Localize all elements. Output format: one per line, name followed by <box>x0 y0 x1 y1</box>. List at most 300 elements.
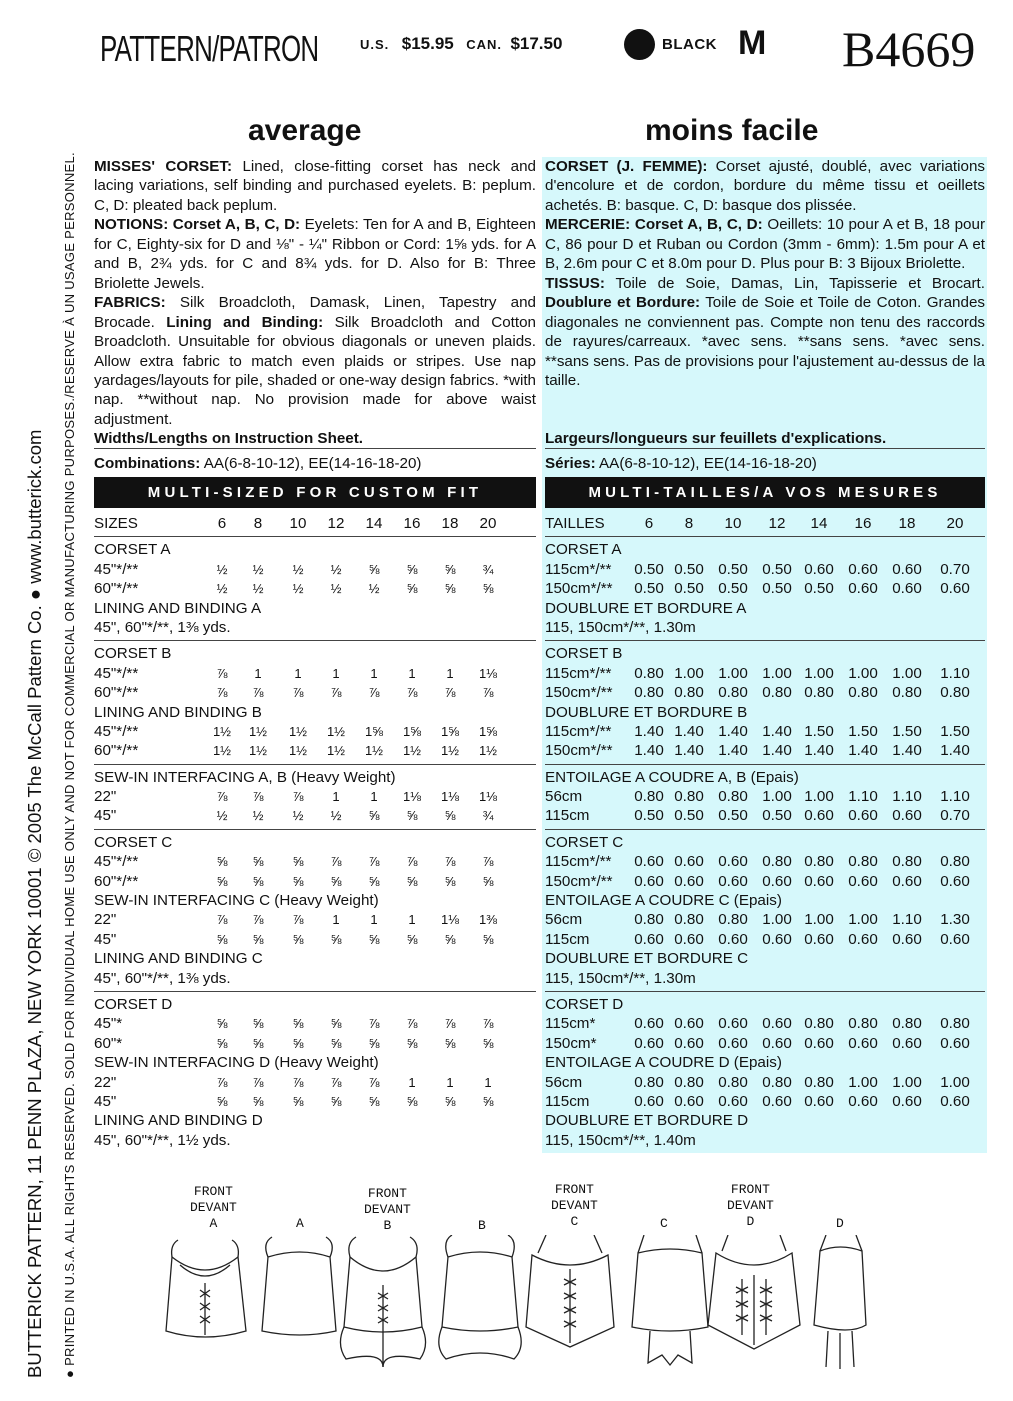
yardage-cell: 0.80 <box>634 664 664 682</box>
table-rule <box>94 640 536 641</box>
yardage-cell: ½ <box>216 561 228 577</box>
row-label: 45" <box>94 930 117 948</box>
yardage-cell: 1½ <box>402 743 422 759</box>
yardage-cell: 1 <box>254 665 262 681</box>
multi-size-banner-en: MULTI-SIZED FOR CUSTOM FIT <box>94 477 536 508</box>
yardage-cell: ⅞ <box>216 1074 228 1090</box>
yardage-cell: 1⅛ <box>402 789 422 805</box>
yardage-cell: ⅝ <box>292 873 304 889</box>
row-label: 115cm <box>545 807 590 825</box>
row-label: CORSET A <box>545 541 622 559</box>
fabrics-title: TISSUS: <box>545 274 605 292</box>
notions-title: MERCERIE: Corset A, B, C, D: <box>545 216 763 234</box>
yardage-cell: ⅞ <box>444 1016 456 1032</box>
yardage-cell: ⅞ <box>406 1016 418 1032</box>
table-row <box>94 664 536 683</box>
brand-label: PATTERN/PATRON <box>100 28 319 69</box>
yardage-cell: 1.00 <box>848 664 878 682</box>
row-label: 60"* <box>94 1034 123 1052</box>
yardage-cell: ⅝ <box>330 1035 342 1051</box>
yardage-cell: 1.40 <box>762 742 792 760</box>
yardage-cell: 1 <box>446 1074 454 1090</box>
yardage-cell: ⅝ <box>444 931 456 947</box>
yardage-cell: 1.40 <box>634 722 664 740</box>
yardage-cell: 1.50 <box>940 722 970 740</box>
yardage-cell: 0.80 <box>762 684 792 702</box>
yardage-cell: 0.50 <box>804 580 834 598</box>
yardage-cell: ⅝ <box>292 1016 304 1032</box>
yardage-cell: 1½ <box>248 743 268 759</box>
yardage-cell: ⅝ <box>368 931 380 947</box>
yardage-cell: 1½ <box>248 723 268 739</box>
yardage-cell: ⅝ <box>406 1035 418 1051</box>
table-row <box>545 1131 985 1150</box>
yardage-cell: 0.80 <box>804 684 834 702</box>
yardage-cell: 0.50 <box>634 560 664 578</box>
color-dot-icon <box>624 29 655 60</box>
yardage-cell: 0.80 <box>804 853 834 871</box>
yardage-cell: 0.60 <box>674 872 704 890</box>
yardage-cell: 1.40 <box>848 742 878 760</box>
yardage-cell: ⅞ <box>216 789 228 805</box>
row-label: 115cm* <box>545 1015 596 1033</box>
yardage-cell: 0.80 <box>848 684 878 702</box>
view-d-label: FRONT DEVANT D <box>727 1182 774 1229</box>
row-label: 115cm*/** <box>545 722 612 740</box>
row-label: 150cm* <box>545 1034 597 1052</box>
pattern-number: B4669 <box>842 21 976 77</box>
yardage-cell: 0.80 <box>804 1015 834 1033</box>
table-row <box>94 806 536 825</box>
yardage-cell: ⅞ <box>482 1016 494 1032</box>
comb-text: AA(6-8-10-12), EE(14-16-18-20) <box>595 455 817 472</box>
yardage-cell: 0.80 <box>718 684 748 702</box>
yardage-cell: 0.60 <box>634 1015 664 1033</box>
yardage-cell: ⅞ <box>482 685 494 701</box>
yardage-cell: ⅞ <box>444 685 456 701</box>
table-row <box>545 599 985 618</box>
table-header-row <box>94 514 536 533</box>
yardage-cell: 1⅜ <box>478 912 498 928</box>
widths-note-fr <box>545 430 886 447</box>
yardage-cell: ⅝ <box>368 808 380 824</box>
row-label: 115cm <box>545 930 590 948</box>
yardage-cell: 1.40 <box>634 742 664 760</box>
yardage-cell: ⅞ <box>292 912 304 928</box>
yardage-cell: 1.00 <box>804 911 834 929</box>
table-row <box>94 540 536 559</box>
row-label: CORSET C <box>94 833 173 851</box>
row-label: 150cm*/** <box>545 684 613 702</box>
corset-c-front-drawing <box>526 1235 614 1347</box>
yardage-cell: 0.60 <box>848 930 878 948</box>
yardage-cell: ⅞ <box>330 685 342 701</box>
yardage-cell: ⅞ <box>444 854 456 870</box>
row-label: 60"*/** <box>94 580 139 598</box>
table-row <box>94 1111 536 1130</box>
yardage-cell: 1.00 <box>762 788 792 806</box>
fabrics-text: Toile de Soie, Damas, Lin, Tapisserie et Brocart. <box>604 274 985 292</box>
yardage-cell: ⅝ <box>482 1093 494 1109</box>
table-header-row <box>545 514 985 533</box>
yardage-cell: 0.60 <box>848 560 878 578</box>
yardage-cell: 1 <box>370 665 378 681</box>
rights-line: ● PRINTED IN U.S.A. ALL RIGHTS RESERVED. SOLD FOR INDIVIDUAL HOME USE ONLY AND NOT FOR COMMERCIAL OR MANUFACTURING PURPOSES./RESERVE À UN USAGE PERSONNEL. <box>62 152 77 1378</box>
view-d-back-label: D <box>836 1216 844 1231</box>
yardage-cell: ⅝ <box>216 1035 228 1051</box>
yardage-cell: 0.60 <box>804 930 834 948</box>
table-row <box>545 1014 985 1033</box>
row-label: 115cm*/** <box>545 664 612 682</box>
table-rule <box>545 640 985 641</box>
table-row <box>94 1034 536 1053</box>
yardage-cell: 1.00 <box>848 1073 878 1091</box>
yardage-cell: ⅞ <box>406 685 418 701</box>
row-label: 45", 60"*/**, 1⅜ yds. <box>94 618 231 636</box>
yardage-cell: 0.60 <box>804 560 834 578</box>
yardage-cell: ⅞ <box>252 789 264 805</box>
yardage-cell: 0.60 <box>634 930 664 948</box>
corset-c-back-drawing <box>632 1235 708 1365</box>
yardage-cell: 0.80 <box>762 1073 792 1091</box>
row-label: 22" <box>94 788 117 806</box>
row-label: DOUBLURE ET BORDURE A <box>545 599 747 617</box>
yardage-cell: 1 <box>408 1074 416 1090</box>
yardage-cell: ⅝ <box>368 1093 380 1109</box>
table-row <box>545 618 985 637</box>
yardage-cell: 0.80 <box>634 911 664 929</box>
yardage-cell: ⅝ <box>482 581 494 597</box>
row-label: SIZES <box>94 515 138 532</box>
row-label: SEW-IN INTERFACING D (Heavy Weight) <box>94 1054 379 1072</box>
yardage-cell: 1½ <box>212 743 232 759</box>
widths-note: Widths/Lengths on Instruction Sheet. <box>94 430 364 448</box>
table-row <box>545 1034 985 1053</box>
us-label: U.S. <box>360 37 390 52</box>
row-label: 115, 150cm*/**, 1.30m <box>545 618 696 636</box>
table-row <box>94 995 536 1014</box>
yardage-cell: ⅝ <box>406 1093 418 1109</box>
table-row <box>545 969 985 988</box>
yardage-cell: 0.50 <box>674 580 704 598</box>
yardage-cell: 0.80 <box>848 1015 878 1033</box>
yardage-cell: ⅝ <box>252 1016 264 1032</box>
yardage-cell: ⅝ <box>444 1035 456 1051</box>
yardage-cell: 0.60 <box>804 1034 834 1052</box>
yardage-cell: ½ <box>216 581 228 597</box>
yardage-cell: 0.80 <box>848 853 878 871</box>
yardage-cell: ⅝ <box>444 561 456 577</box>
yardage-cell: ⅞ <box>330 1074 342 1090</box>
difficulty-en: average <box>248 114 362 147</box>
yardage-cell: ⅝ <box>216 1093 228 1109</box>
corset-illustrations <box>150 1235 870 1375</box>
yardage-cell: ⅝ <box>368 1035 380 1051</box>
row-label: 22" <box>94 1073 117 1091</box>
yardage-cell: ⅞ <box>368 854 380 870</box>
yardage-cell: ½ <box>216 808 228 824</box>
notions-text: Oeillets: 10 pour A et B, 18 pour C, 86 pour D et Ruban ou Cordon (3mm - 6mm): 1.5m pour A et B, 2.6m pour C et 8.0m pour D. Plus pour B: 3 Bijoux Briolette. <box>545 216 986 273</box>
yardage-cell: 1.10 <box>848 788 878 806</box>
yardage-cell: 0.60 <box>892 872 922 890</box>
corset-b-back-drawing <box>439 1235 521 1359</box>
yardage-cell: 0.80 <box>892 684 922 702</box>
yardage-cell: 0.60 <box>674 1034 704 1052</box>
yardage-cell: ⅞ <box>216 685 228 701</box>
yardage-cell: 0.60 <box>674 1015 704 1033</box>
yardage-cell: 0.60 <box>634 853 664 871</box>
yardage-cell: 1⅝ <box>364 723 384 739</box>
table-row <box>94 599 536 618</box>
yardage-cell: 1 <box>370 789 378 805</box>
size-header: 16 <box>854 515 872 532</box>
yardage-cell: 0.80 <box>892 853 922 871</box>
table-row <box>94 930 536 949</box>
row-label: CORSET B <box>94 645 172 663</box>
yardage-cell: 1.00 <box>804 664 834 682</box>
yardage-cell: 0.80 <box>674 684 704 702</box>
divider <box>94 448 536 449</box>
yardage-cell: ⅝ <box>444 581 456 597</box>
yardage-cell: 0.50 <box>634 807 664 825</box>
desc-title: MISSES' CORSET: <box>94 158 233 175</box>
table-row <box>94 891 536 910</box>
yardage-cell: 0.60 <box>940 1034 970 1052</box>
yardage-cell: 0.60 <box>762 1015 792 1033</box>
table-row <box>545 949 985 968</box>
yardage-cell: ½ <box>330 581 342 597</box>
table-rule <box>545 764 985 765</box>
fabrics-title: FABRICS: <box>94 294 166 312</box>
desc-text: Lined, close-fitting corset has neck and lacing variations, self binding and purchased eyelets. B: peplum. C, D: pleated back peplum. <box>94 158 536 214</box>
yardage-cell: ⅞ <box>482 854 494 870</box>
yardage-cell: 0.60 <box>940 872 970 890</box>
row-label: CORSET A <box>94 541 171 559</box>
yardage-cell: 0.60 <box>634 1092 664 1110</box>
yardage-cell: 1.40 <box>718 742 748 760</box>
yardage-cell: 1½ <box>326 723 346 739</box>
row-label: 115, 150cm*/**, 1.30m <box>545 969 696 987</box>
yardage-cell: 0.60 <box>892 930 922 948</box>
yardage-cell: 1½ <box>364 743 384 759</box>
yardage-cell: 1 <box>446 665 454 681</box>
table-rule <box>545 991 985 992</box>
yardage-cell: 0.80 <box>804 1073 834 1091</box>
yardage-cell: ⅝ <box>406 873 418 889</box>
lining-text: Toile de Soie et Toile de Coton. Grandes diagonales ne conviennent pas. Compte non tenu des raccords de rayures/carreaux. *avec sens. **sans sens. *avec sens. **sans sens. Pas de provisions pour l'ajustement au-dessus de la taille. <box>545 294 985 389</box>
garment-views <box>0 1180 1013 1380</box>
yardage-cell: ¾ <box>482 808 494 824</box>
yardage-cell: 0.60 <box>674 853 704 871</box>
yardage-cell: 0.80 <box>674 911 704 929</box>
yardage-cell: 1⅛ <box>478 665 498 681</box>
view-b-back-label: B <box>478 1218 486 1233</box>
row-label: CORSET D <box>545 995 624 1013</box>
row-label: 45", 60"*/**, 1½ yds. <box>94 1131 231 1149</box>
yardage-cell: 0.60 <box>674 1092 704 1110</box>
table-row <box>94 969 536 988</box>
view-c-label: FRONT DEVANT C <box>551 1182 598 1229</box>
yardage-cell: 0.80 <box>762 853 792 871</box>
table-row <box>94 1014 536 1033</box>
table-row <box>545 644 985 663</box>
yardage-cell: ½ <box>330 808 342 824</box>
table-rule <box>94 829 536 830</box>
yardage-cell: 0.60 <box>892 580 922 598</box>
yardage-cell: 1.50 <box>848 722 878 740</box>
view-c-back-label: C <box>660 1216 668 1231</box>
yardage-cell: 1 <box>408 665 416 681</box>
yardage-cell: 1½ <box>326 743 346 759</box>
yardage-cell: 0.60 <box>892 1092 922 1110</box>
size-header: 10 <box>289 515 307 532</box>
table-row <box>545 806 985 825</box>
yardage-cell: ⅝ <box>330 873 342 889</box>
yardage-cell: ⅝ <box>368 873 380 889</box>
yardage-cell: ⅝ <box>252 873 264 889</box>
size-header: 8 <box>253 515 263 532</box>
fabrics-text: Silk Broadcloth, Damask, Linen, Tapestry and Brocade. <box>94 294 536 331</box>
corset-a-front-drawing <box>166 1240 246 1337</box>
description-en <box>94 157 536 449</box>
yardage-cell: ⅝ <box>252 854 264 870</box>
yardage-cell: ⅝ <box>330 1093 342 1109</box>
yardage-cell: 0.70 <box>940 807 970 825</box>
row-label: 56cm <box>545 788 583 806</box>
yardage-cell: ⅞ <box>216 665 228 681</box>
yardage-cell: ⅝ <box>216 854 228 870</box>
yardage-cell: ⅞ <box>252 912 264 928</box>
yardage-cell: 1.10 <box>940 788 970 806</box>
table-rule <box>545 536 985 537</box>
yardage-cell: ⅝ <box>406 561 418 577</box>
yardage-cell: ⅝ <box>482 931 494 947</box>
combinations-fr <box>545 455 817 472</box>
size-header: 16 <box>403 515 421 532</box>
row-label: TAILLES <box>545 515 605 532</box>
yardage-cell: ⅞ <box>292 789 304 805</box>
row-label: 115, 150cm*/**, 1.40m <box>545 1131 696 1149</box>
yardage-cell: ⅝ <box>252 1035 264 1051</box>
yardage-cell: 0.60 <box>718 1015 748 1033</box>
table-row <box>94 1073 536 1092</box>
yardage-cell: 1.10 <box>892 788 922 806</box>
yardage-cell: 1.40 <box>940 742 970 760</box>
corset-b-front-drawing <box>340 1237 425 1367</box>
yardage-cell: ⅞ <box>406 854 418 870</box>
yardage-cell: 1½ <box>478 743 498 759</box>
table-row <box>94 703 536 722</box>
yardage-cell: 0.50 <box>718 807 748 825</box>
row-label: 45"*/** <box>94 853 139 871</box>
multi-size-banner-fr: MULTI-TAILLES/A VOS MESURES <box>545 477 985 508</box>
desc-text: Corset ajusté, doublé, avec variations d'encolure et de cordon, bordure du même tissu et oeillets achetés. B: basque. C, D: basque dos plissée. <box>545 158 985 214</box>
yardage-cell: 1 <box>332 912 340 928</box>
yardage-cell: 1.50 <box>892 722 922 740</box>
yardage-cell: 0.80 <box>940 1015 970 1033</box>
yardage-cell: 0.60 <box>892 807 922 825</box>
table-row <box>94 949 536 968</box>
yardage-cell: 1.00 <box>940 1073 970 1091</box>
yardage-cell: ⅞ <box>252 1074 264 1090</box>
yardage-cell: ½ <box>292 581 304 597</box>
price-block <box>360 34 570 54</box>
table-row <box>94 1053 536 1072</box>
table-row <box>94 787 536 806</box>
table-row <box>545 1092 985 1111</box>
yardage-cell: 0.50 <box>762 560 792 578</box>
yardage-table-fr <box>545 514 985 1150</box>
table-row <box>545 741 985 760</box>
yardage-cell: ⅝ <box>406 808 418 824</box>
table-row <box>545 995 985 1014</box>
yardage-cell: 0.60 <box>940 580 970 598</box>
yardage-cell: 1.40 <box>674 722 704 740</box>
table-rule <box>94 536 536 537</box>
yardage-cell: 1 <box>332 665 340 681</box>
yardage-cell: ⅝ <box>292 931 304 947</box>
row-label: LINING AND BINDING D <box>94 1112 263 1130</box>
yardage-cell: 1.00 <box>762 664 792 682</box>
yardage-cell: ⅝ <box>216 931 228 947</box>
row-label: 115cm <box>545 1092 590 1110</box>
corset-a-back-drawing <box>262 1237 336 1335</box>
yardage-cell: ⅞ <box>330 854 342 870</box>
row-label: 45" <box>94 1092 117 1110</box>
yardage-cell: 0.60 <box>940 930 970 948</box>
view-b-label: FRONT DEVANT B <box>364 1186 411 1233</box>
yardage-cell: ⅝ <box>482 1035 494 1051</box>
table-rule <box>94 991 536 992</box>
yardage-cell: ⅝ <box>330 1016 342 1032</box>
yardage-cell: ⅝ <box>330 931 342 947</box>
comb-text: AA(6-8-10-12), EE(14-16-18-20) <box>200 455 422 472</box>
yardage-cell: 1.40 <box>718 722 748 740</box>
size-header: 6 <box>644 515 654 532</box>
yardage-cell: ½ <box>292 561 304 577</box>
yardage-cell: ⅝ <box>216 1016 228 1032</box>
row-label: 45" <box>94 807 117 825</box>
row-label: DOUBLURE ET BORDURE D <box>545 1112 749 1130</box>
yardage-cell: 0.80 <box>634 788 664 806</box>
comb-title: Combinations: <box>94 455 201 472</box>
yardage-cell: ½ <box>252 581 264 597</box>
yardage-cell: 1½ <box>212 723 232 739</box>
table-rule <box>94 764 536 765</box>
size-header: 14 <box>810 515 828 532</box>
yardage-cell: 0.80 <box>718 911 748 929</box>
table-row <box>545 1053 985 1072</box>
size-header: 12 <box>327 515 345 532</box>
table-row <box>94 618 536 637</box>
yardage-cell: 1.00 <box>718 664 748 682</box>
yardage-cell: ½ <box>252 808 264 824</box>
lining-title: Lining and Binding: <box>166 313 324 331</box>
table-row <box>94 741 536 760</box>
yardage-cell: 1.40 <box>804 742 834 760</box>
yardage-cell: ⅝ <box>292 1035 304 1051</box>
table-row <box>94 644 536 663</box>
table-row <box>545 768 985 787</box>
yardage-cell: ⅞ <box>368 1016 380 1032</box>
table-row <box>545 930 985 949</box>
yardage-cell: 1.00 <box>804 788 834 806</box>
row-label: SEW-IN INTERFACING C (Heavy Weight) <box>94 892 379 910</box>
table-row <box>545 1073 985 1092</box>
yardage-cell: 1 <box>484 1074 492 1090</box>
yardage-cell: ⅞ <box>368 685 380 701</box>
size-header: 6 <box>217 515 227 532</box>
